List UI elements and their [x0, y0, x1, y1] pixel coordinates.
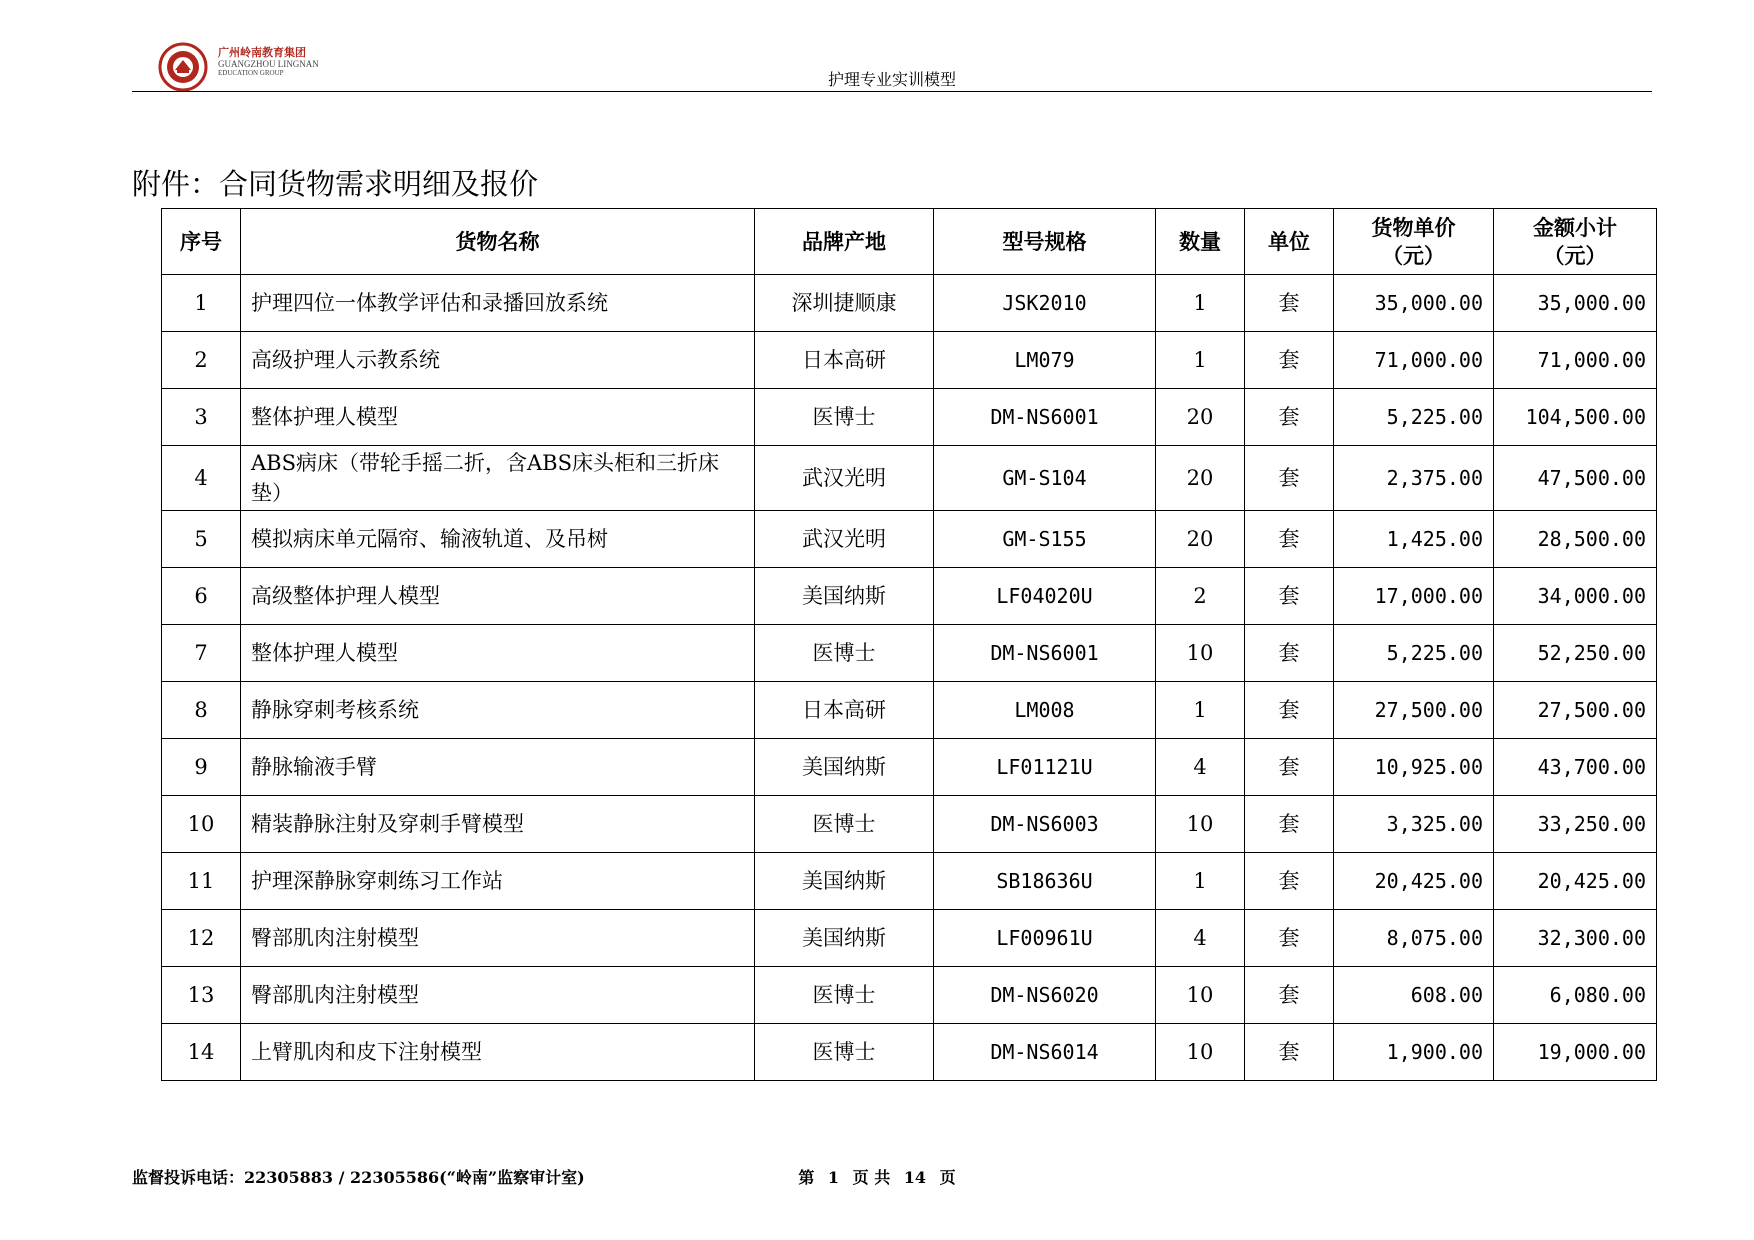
cell-unit: 套: [1245, 389, 1334, 446]
document-title: 护理专业实训模型: [827, 70, 956, 89]
cell-price: 20,425.00: [1334, 853, 1494, 910]
cell-name: 模拟病床单元隔帘、输液轨道、及吊树: [241, 511, 755, 568]
page-number-prefix: 第: [798, 1168, 815, 1187]
cell-no: 14: [162, 1024, 241, 1081]
cell-price: 5,225.00: [1334, 625, 1494, 682]
cell-name: 护理四位一体教学评估和录播回放系统: [241, 275, 755, 332]
column-header-price: [1334, 209, 1494, 275]
table-row: [162, 682, 1657, 739]
column-header-amount-line2: （元）: [1543, 243, 1607, 268]
cell-qty: 10: [1156, 625, 1245, 682]
cell-no: 4: [162, 446, 241, 511]
cell-model: LM079: [934, 332, 1156, 389]
cell-price: 2,375.00: [1334, 446, 1494, 511]
cell-unit: 套: [1245, 910, 1334, 967]
cell-qty: 4: [1156, 910, 1245, 967]
cell-amount: 104,500.00: [1494, 389, 1657, 446]
cell-unit: 套: [1245, 853, 1334, 910]
table-row: [162, 796, 1657, 853]
cell-brand: 医博士: [755, 967, 934, 1024]
cell-name: 臀部肌肉注射模型: [241, 910, 755, 967]
cell-qty: 20: [1156, 389, 1245, 446]
table-header-row: [162, 209, 1657, 275]
cell-name: 护理深静脉穿刺练习工作站: [241, 853, 755, 910]
cell-amount: 19,000.00: [1494, 1024, 1657, 1081]
cell-qty: 4: [1156, 739, 1245, 796]
cell-unit: 套: [1245, 568, 1334, 625]
table-row: [162, 739, 1657, 796]
table-row: [162, 389, 1657, 446]
column-header-qty: 数量: [1156, 209, 1245, 275]
cell-qty: 1: [1156, 682, 1245, 739]
cell-amount: 32,300.00: [1494, 910, 1657, 967]
cell-brand: 美国纳斯: [755, 853, 934, 910]
page-header: [132, 42, 1652, 92]
cell-amount: 27,500.00: [1494, 682, 1657, 739]
table-row: [162, 910, 1657, 967]
page-number-suffix: 页: [939, 1168, 956, 1187]
cell-brand: 武汉光明: [755, 511, 934, 568]
cell-unit: 套: [1245, 739, 1334, 796]
cell-brand: 美国纳斯: [755, 739, 934, 796]
column-header-name: 货物名称: [241, 209, 755, 275]
cell-price: 27,500.00: [1334, 682, 1494, 739]
cell-amount: 33,250.00: [1494, 796, 1657, 853]
cell-brand: 深圳捷顺康: [755, 275, 934, 332]
cell-price: 8,075.00: [1334, 910, 1494, 967]
cell-price: 71,000.00: [1334, 332, 1494, 389]
table-row: [162, 853, 1657, 910]
org-name-en-line2: EDUCATION GROUP: [218, 69, 284, 77]
column-header-amount-line1: 金额小计: [1533, 215, 1617, 240]
cell-no: 10: [162, 796, 241, 853]
table-row: [162, 967, 1657, 1024]
column-header-unit: 单位: [1245, 209, 1334, 275]
cell-brand: 美国纳斯: [755, 568, 934, 625]
org-name-en-line1: GUANGZHOU LINGNAN: [218, 59, 319, 69]
cell-price: 1,900.00: [1334, 1024, 1494, 1081]
cell-price: 5,225.00: [1334, 389, 1494, 446]
cell-brand: 武汉光明: [755, 446, 934, 511]
cell-no: 3: [162, 389, 241, 446]
cell-unit: 套: [1245, 275, 1334, 332]
cell-qty: 20: [1156, 446, 1245, 511]
cell-name: ABS病床（带轮手摇二折，含ABS床头柜和三折床垫）: [241, 446, 755, 511]
cell-qty: 2: [1156, 568, 1245, 625]
cell-no: 9: [162, 739, 241, 796]
table-row: [162, 332, 1657, 389]
cell-price: 3,325.00: [1334, 796, 1494, 853]
header-divider: [132, 91, 1652, 92]
cell-model: GM-S104: [934, 446, 1156, 511]
cell-qty: 10: [1156, 1024, 1245, 1081]
column-header-brand: 品牌产地: [755, 209, 934, 275]
complaint-hotline: 监督投诉电话：22305883 / 22305586(“岭南”监察审计室): [132, 1168, 585, 1187]
goods-table: [161, 208, 1657, 1081]
cell-qty: 10: [1156, 796, 1245, 853]
cell-name: 静脉穿刺考核系统: [241, 682, 755, 739]
cell-no: 6: [162, 568, 241, 625]
cell-no: 11: [162, 853, 241, 910]
cell-model: DM-NS6020: [934, 967, 1156, 1024]
cell-no: 5: [162, 511, 241, 568]
table-row: [162, 1024, 1657, 1081]
cell-brand: 医博士: [755, 1024, 934, 1081]
cell-qty: 1: [1156, 275, 1245, 332]
cell-brand: 日本高研: [755, 332, 934, 389]
cell-price: 10,925.00: [1334, 739, 1494, 796]
cell-amount: 71,000.00: [1494, 332, 1657, 389]
cell-model: LF01121U: [934, 739, 1156, 796]
column-header-price-line1: 货物单价: [1371, 215, 1456, 240]
cell-name: 精装静脉注射及穿刺手臂模型: [241, 796, 755, 853]
cell-model: LM008: [934, 682, 1156, 739]
table-row: [162, 568, 1657, 625]
cell-price: 17,000.00: [1334, 568, 1494, 625]
cell-brand: 日本高研: [755, 682, 934, 739]
page-number-mid: 页 共: [852, 1168, 891, 1187]
cell-name: 上臂肌肉和皮下注射模型: [241, 1024, 755, 1081]
cell-amount: 20,425.00: [1494, 853, 1657, 910]
cell-name: 臀部肌肉注射模型: [241, 967, 755, 1024]
column-header-model: 型号规格: [934, 209, 1156, 275]
cell-qty: 1: [1156, 853, 1245, 910]
page-number: [0, 1165, 1754, 1188]
table-row: [162, 275, 1657, 332]
cell-model: DM-NS6001: [934, 625, 1156, 682]
cell-amount: 34,000.00: [1494, 568, 1657, 625]
cell-amount: 52,250.00: [1494, 625, 1657, 682]
column-header-no: 序号: [162, 209, 241, 275]
cell-model: LF00961U: [934, 910, 1156, 967]
table-row: [162, 625, 1657, 682]
cell-no: 13: [162, 967, 241, 1024]
cell-amount: 28,500.00: [1494, 511, 1657, 568]
page-number-current: 1: [827, 1168, 840, 1187]
cell-no: 12: [162, 910, 241, 967]
table-row: [162, 446, 1657, 511]
cell-name: 静脉输液手臂: [241, 739, 755, 796]
cell-no: 7: [162, 625, 241, 682]
cell-qty: 10: [1156, 967, 1245, 1024]
cell-model: DM-NS6003: [934, 796, 1156, 853]
cell-unit: 套: [1245, 682, 1334, 739]
cell-unit: 套: [1245, 796, 1334, 853]
cell-no: 8: [162, 682, 241, 739]
cell-qty: 1: [1156, 332, 1245, 389]
column-header-price-line2: （元）: [1382, 243, 1445, 268]
cell-brand: 医博士: [755, 796, 934, 853]
cell-brand: 医博士: [755, 625, 934, 682]
cell-unit: 套: [1245, 446, 1334, 511]
cell-unit: 套: [1245, 511, 1334, 568]
cell-model: JSK2010: [934, 275, 1156, 332]
cell-qty: 20: [1156, 511, 1245, 568]
cell-amount: 35,000.00: [1494, 275, 1657, 332]
cell-name: 整体护理人模型: [241, 389, 755, 446]
cell-unit: 套: [1245, 967, 1334, 1024]
cell-no: 2: [162, 332, 241, 389]
cell-name: 整体护理人模型: [241, 625, 755, 682]
cell-model: GM-S155: [934, 511, 1156, 568]
org-name-cn: 广州岭南教育集团: [218, 46, 306, 59]
cell-no: 1: [162, 275, 241, 332]
cell-unit: 套: [1245, 1024, 1334, 1081]
cell-name: 高级整体护理人模型: [241, 568, 755, 625]
cell-model: DM-NS6014: [934, 1024, 1156, 1081]
cell-brand: 美国纳斯: [755, 910, 934, 967]
cell-model: SB18636U: [934, 853, 1156, 910]
cell-unit: 套: [1245, 625, 1334, 682]
page-number-total: 14: [903, 1168, 927, 1187]
cell-name: 高级护理人示教系统: [241, 332, 755, 389]
cell-model: LF04020U: [934, 568, 1156, 625]
cell-price: 1,425.00: [1334, 511, 1494, 568]
cell-model: DM-NS6001: [934, 389, 1156, 446]
page-heading: 附件：合同货物需求明细及报价: [132, 167, 539, 201]
cell-amount: 43,700.00: [1494, 739, 1657, 796]
cell-brand: 医博士: [755, 389, 934, 446]
table-row: [162, 511, 1657, 568]
table-body: [162, 275, 1657, 1081]
cell-price: 35,000.00: [1334, 275, 1494, 332]
column-header-amount: [1494, 209, 1657, 275]
cell-amount: 47,500.00: [1494, 446, 1657, 511]
cell-amount: 6,080.00: [1494, 967, 1657, 1024]
cell-unit: 套: [1245, 332, 1334, 389]
cell-price: 608.00: [1334, 967, 1494, 1024]
